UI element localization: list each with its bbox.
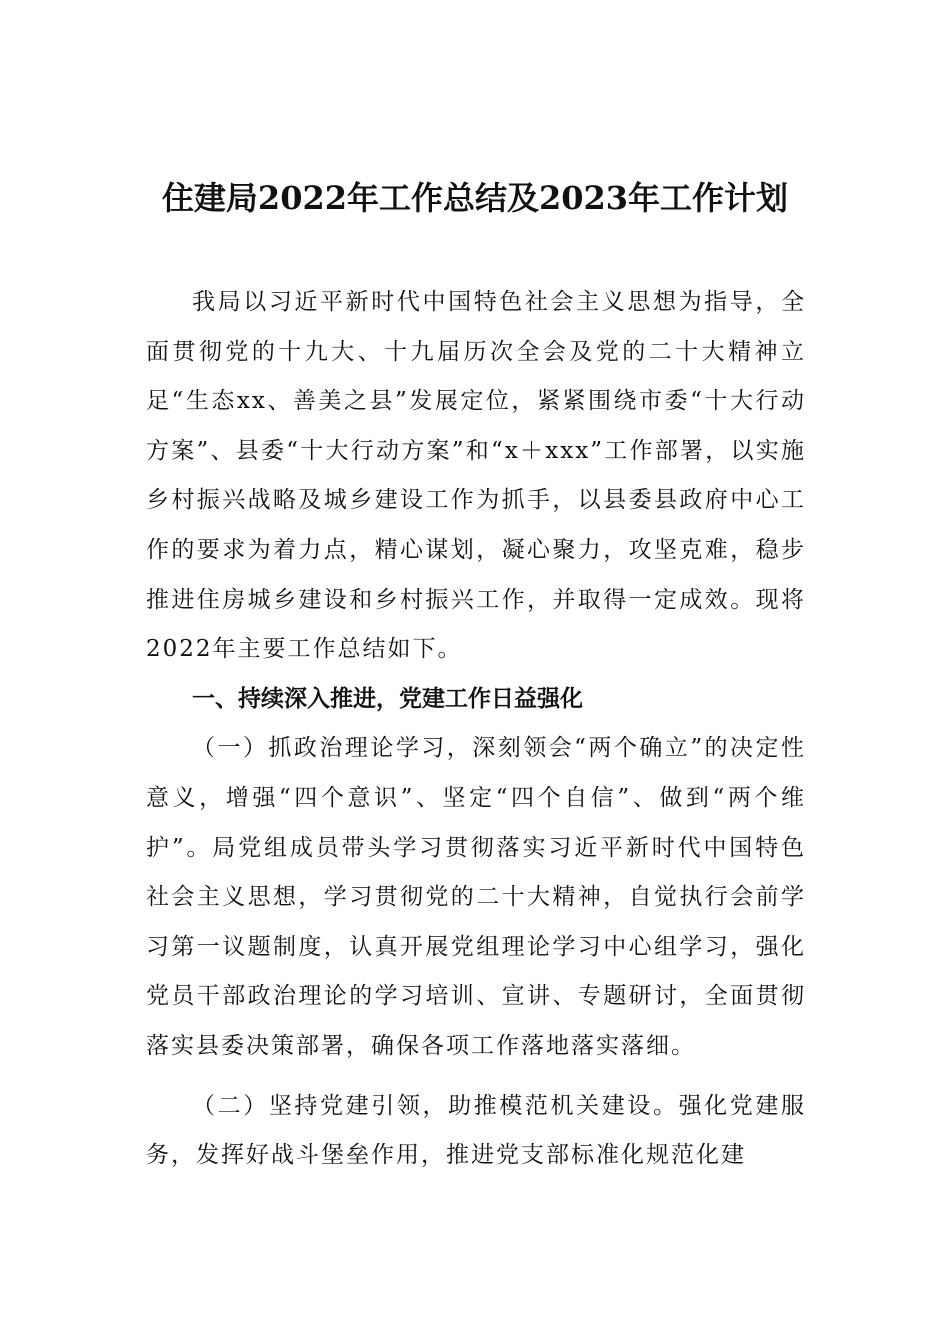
intro-paragraph: 我局以习近平新时代中国特色社会主义思想为指导，全面贯彻党的十九大、十九届历次全会及党的二十大精神立足“生态xx、善美之县”发展定位，紧紧围绕市委“十大行动方案”、县委“十大行动方案”和“x＋xxx”工作部署，以实施乡村振兴战略及城乡建设工作为抓手，以县委县政府中心工作的要求为着力点，精心谋划，凝心聚力，攻坚克难，稳步推进住房城乡建设和乡村振兴工作，并取得一定成效。现将2022年主要工作总结如下。	[146, 289, 806, 663]
section-item-paragraph: （二）坚持党建引领，助推模范机关建设。强化党建服务，发挥好战斗堡垒作用，推进党支部标准化规范化建	[146, 1092, 806, 1169]
section-item-paragraph: （一）抓政治理论学习，深刻领会“两个确立”的决定性意义，增强“四个意识”、坚定“四个自信”、做到“两个维护”。局党组成员带头学习贯彻落实习近平新时代中国特色社会主义思想，学习贯彻党的二十大精神，自觉执行会前学习第一议题制度，认真开展党组理论学习中心组学习，强化党员干部政治理论的学习培训、宣讲、专题研讨，全面贯彻落实县委决策部署，确保各项工作落地落实落细。	[146, 735, 806, 1059]
section-heading: 一、持续深入推进，党建工作日益强化	[192, 685, 583, 712]
document-body	[146, 278, 806, 1181]
document-title: 住建局2022年工作总结及2023年工作计划	[161, 179, 789, 217]
